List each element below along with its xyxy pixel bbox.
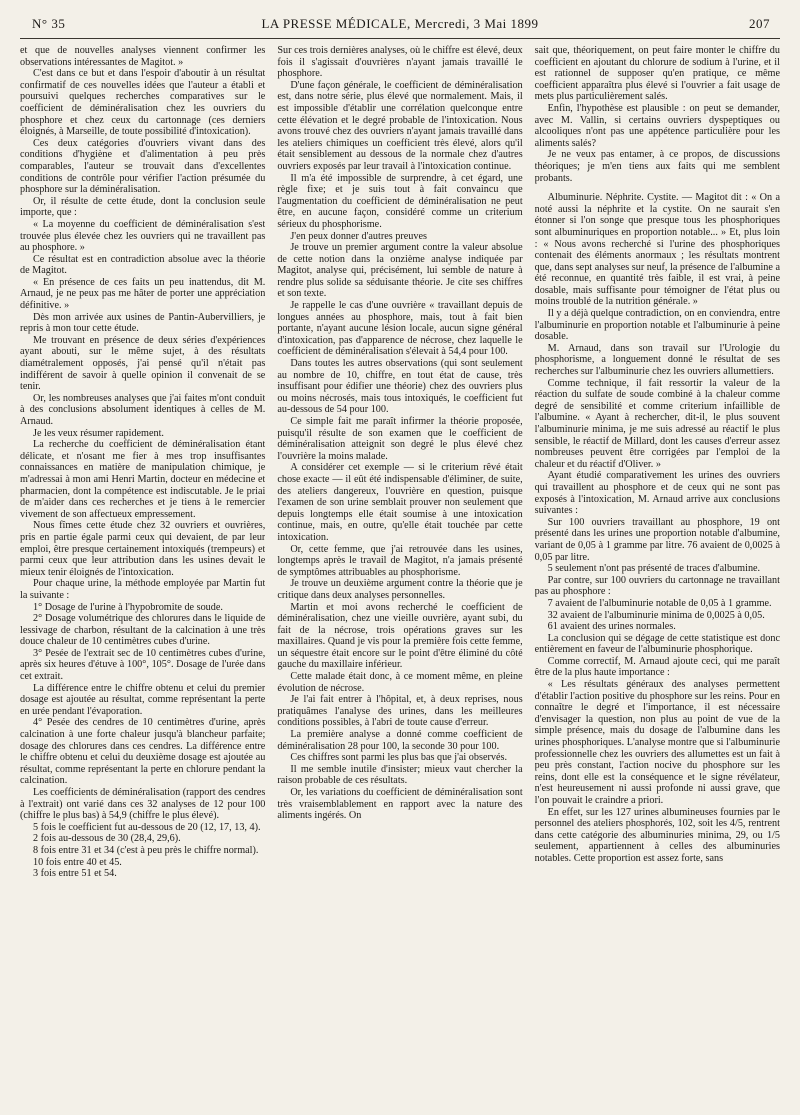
column-right <box>535 45 780 1115</box>
paragraph: Martin et moi avons recherché le coefficient de déminéralisation, chez une vieille ouvrière, ayant subi, du fait de la nécrose, trois opérations graves sur les maxillaires. Quand je vis pour la première fois cette femme, un séquestre était encore sur le point d'être éliminé du côté gauche du maxillaire inférieur. <box>277 601 523 671</box>
paragraph: Je l'ai fait entrer à l'hôpital, et, à deux reprises, nous pratiquâmes l'analyse des urines, dans les meilleures conditions possibles, à l'abri de toute cause d'erreur. <box>277 694 523 729</box>
paragraph: « La moyenne du coefficient de déminéralisation s'est trouvée plus élevée chez les ouvriers qui ne travaillent pas au phosphore. » <box>20 218 266 254</box>
page-number: 207 <box>749 16 770 31</box>
paragraph: et que de nouvelles analyses viennent confirmer les observations intéressantes de Magitot. » <box>20 45 266 68</box>
paragraph: La première analyse a donné comme coefficient de déminéralisation 28 pour 100, la seconde 30 pour 100. <box>277 729 523 752</box>
paragraph: Sur 100 ouvriers travaillant au phosphore, 19 ont présenté dans les urines une proportion notable d'albumine, variant de 0,05 à 1 gramme par litre. 76 avaient de 0,0025 à 0,05 par litre. <box>534 516 780 563</box>
journal-title: LA PRESSE MÉDICALE, Mercredi, 3 Mai 1899 <box>261 16 539 31</box>
paragraph: 2° Dosage volumétrique des chlorures dans le liquide de lessivage de charbon, résultant de la calcination à une très douce chaleur de 10 centimètres cubes d'urine. <box>20 613 266 648</box>
paragraph: Je rappelle le cas d'une ouvrière « travaillant depuis de longues années au phosphore, mais, tout à fait bien portante, n'ayant aucune lésion locale, aucun signe général d'intoxication, pas d'apparence de nécrose, chez laquelle le coefficient de déminéralisation s'élevait à 54,4 pour 100. <box>277 300 523 358</box>
paragraph: D'une façon générale, le coefficient de déminéralisation est, dans notre série, plus élevé que normalement. Mais, il est impossible d'établir une corrélation quelconque entre cette élévation et le degré probable de l'intoxication. Nous avons trouvé chez des ouvriers n'ayant jamais travaillé dans les ateliers chimiques un coefficient très élevé, alors qu'il était sensiblement au dessous de la normale chez d'autres ouvriers exposés par leur travail à l'intoxication continue. <box>277 79 523 172</box>
paragraph: En effet, sur les 127 urines albumineuses fournies par le personnel des ateliers phosphorés, 102, soit les 4/5, rentrent dans cette catégorie des albuminuries minima, 29, ou 1/5 seulement, appartiennent à celles des albuminuries notables. Cette proportion est assez forte, sans <box>534 806 780 864</box>
paragraph: 3 fois entre 51 et 54. <box>33 868 117 880</box>
paragraph: J'en peux donner d'autres preuves <box>290 230 427 242</box>
paragraph: Je ne veux pas entamer, à ce propos, de discussions théoriques; je m'en tiens aux faits qui me semblent probants. <box>534 149 780 184</box>
text-columns <box>20 45 780 1115</box>
paragraph: Ces deux catégories d'ouvriers vivant dans des conditions d'hygiène et d'alimentation à peu près comparables, l'auteur se trouvait dans d'excellentes conditions de contrôle pour vérifier l'action présumée du phosphore sur la déminéralisation. <box>20 137 266 196</box>
paragraph: 5 fois le coefficient fut au-dessous de 20 (12, 17, 13, 4). <box>33 821 261 833</box>
paragraph: Albuminurie. Néphrite. Cystite. — Magitot dit : « On a noté aussi la néphrite et la cystite. On ne saurait s'en étonner si l'on songe que presque tous les phosphoriques sont albuminuriques en proportion notable... » Et, plus loin : « Nous avons recherché si l'urine des phosphoriques contenait des éléments anormaux ; les résultats montrent que, dans sept analyses sur neuf, la présence de l'albumine a été reconnue, en quantité très faible, il est vrai, à peine dosable, mais suffisante pour témoigner de l'état plus ou moins troublé de la nutrition générale. » <box>534 192 780 308</box>
paragraph: M. Arnaud, dans son travail sur l'Urologie du phosphorisme, a longuement donné le résultat de ses recherches sur l'albuminurie chez les ouvriers allumettiers. <box>534 342 780 378</box>
paragraph: 2 fois au-dessous de 30 (28,4, 29,6). <box>33 833 181 845</box>
paragraph: 3° Pesée de l'extrait sec de 10 centimètres cubes d'urine, après six heures d'étuve à 100°, 105°. Dosage de l'urée dans cet extrait. <box>20 647 266 683</box>
running-header <box>20 14 780 39</box>
paragraph: Ces chiffres sont parmi les plus bas que j'ai observés. <box>290 752 508 764</box>
paragraph: Dans toutes les autres observations (qui sont seulement au nombre de 10, chiffre, en tout état de cause, très insuffisant pour édifier une théorie) chez des ouvriers plus ou moins nécrosés, mais tous intoxiqués, le coefficient fut au-dessous de 54 pour 100. <box>277 358 523 416</box>
paragraph: sait que, théoriquement, on peut faire monter le chiffre du coefficient en ajoutant du chlorure de sodium à l'urine, et il est rationnel de supposer qu'en pratique, ce même coefficient apparaîtra plus élevé si l'ouvrier a fait usage de mets plus particulièrement salés. <box>534 45 780 103</box>
paragraph: Pour chaque urine, la méthode employée par Martin fut la suivante : <box>20 578 266 601</box>
paragraph: Il m'a été impossible de surprendre, à cet égard, une règle fixe; et je suis tout à fait convaincu que l'augmentation du coefficient de déminéralisation ne peut être, en aucune façon, considéré comme un criterium sérieux du phosphorisme. <box>277 172 523 230</box>
paragraph: Or, il résulte de cette étude, dont la conclusion seule importe, que : <box>20 195 266 219</box>
paragraph: Ce simple fait me paraît infirmer la théorie proposée, puisqu'il résulte de son examen que le coefficient de déminéralisation atteignit son degré le plus élevé chez l'ouvrière la moins malade. <box>277 416 523 462</box>
column-left <box>20 45 265 1115</box>
paragraph: 1° Dosage de l'urine à l'hypobromite de soude. <box>33 601 223 613</box>
paragraph: Or, les nombreuses analyses que j'ai faites m'ont conduit à des conclusions absolument identiques à celles de M. Arnaud. <box>20 392 266 427</box>
paragraph: A considérer cet exemple — si le criterium rêvé était chose exacte — il eût été indispensable d'éliminer, de suite, des ateliers dangereux, l'ouvrière en question, puisque l'examen de son urine semblait prouver non seulement que depuis longtemps elle était soumise à une intoxication continue, mais, en outre, qu'elle était touchée par cette intoxication. <box>277 462 523 543</box>
paragraph: Nous fîmes cette étude chez 32 ouvriers et ouvrières, pris en partie égale parmi ceux qui devaient, de par leur emploi, être presque certainement intoxiqués (trempeurs) et parmi ceux que leur attribution dans les usines devait le mieux tenir éloignés de l'intoxication. <box>20 520 266 578</box>
paragraph: 10 fois entre 40 et 45. <box>33 856 122 868</box>
paragraph: « En présence de ces faits un peu inattendus, dit M. Arnaud, je ne peux pas me hâter de porter une appréciation définitive. » <box>20 276 266 312</box>
paragraph: La recherche du coefficient de déminéralisation étant délicate, et n'osant me fier à mes trop insuffisantes connaissances en matière de manipulation chimique, je m'adressai à mon ami Henri Martin, docteur en médecine et pharmacien, dont la compétence est indiscutable. Je le priai de m'aider dans ces recherches et je tiens à le remercier vivement de son affectueux empressement. <box>20 439 266 520</box>
paragraph: Or, cette femme, que j'ai retrouvée dans les usines, longtemps après le travail de Magitot, n'a jamais présenté de symptômes attribuables au phosphorisme. <box>277 543 523 578</box>
paragraph: Il y a déjà quelque contradiction, on en conviendra, entre l'albuminurie en proportion notable et l'albuminurie à peine dosable. <box>534 308 780 343</box>
issue-number: N° 35 <box>32 16 66 31</box>
paragraph: Comme technique, il fait ressortir la valeur de la réaction du sulfate de soude combiné à la chaleur comme degré de sensibilité et comme criterium infaillible de l'albumine. « Ayant à rechercher, dit-il, le plus souvent l'albuminurie minima, je me suis adressé au réactif le plus sensible, le réactif de Millard, dont les causes d'erreur assez nombreuses peuvent être corrigées par l'emploi de la chaleur et du réactif d'Oliver. » <box>534 377 780 470</box>
paragraph: 5 seulement n'ont pas présenté de traces d'albumine. <box>547 563 761 575</box>
paragraph: Dès mon arrivée aux usines de Pantin-Aubervilliers, je repris à mon tour cette étude. <box>20 311 266 335</box>
paragraph: Je les veux résumer rapidement. <box>33 427 164 439</box>
paragraph: 7 avaient de l'albuminurie notable de 0,05 à 1 gramme. <box>547 597 772 609</box>
paragraph: 61 avaient des urines normales. <box>547 621 676 633</box>
paragraph: Enfin, l'hypothèse est plausible : on peut se demander, avec M. Vallin, si certains ouvriers dyspeptiques ou alcooliques n'ont pas une appétence particulière pour les aliments salés? <box>534 102 780 149</box>
paragraph: C'est dans ce but et dans l'espoir d'aboutir à un résultat confirmatif de ces nouvelles idées que l'auteur a établi et poursuivi quelques recherches comparatives sur le coefficient de déminéralisation chez les ouvriers du phosphore et chez ceux du cartonnage (ces derniers éloignés, à Marseille, de toute possibilité d'intoxication). <box>20 68 266 138</box>
paragraph: Ce résultat est en contradiction absolue avec la théorie de Magitot. <box>20 253 266 277</box>
paragraph: Me trouvant en présence de deux séries d'expériences ayant abouti, sur le même sujet, à des résultats diamétralement opposés, j'ai pensé qu'il n'était pas indifférent de savoir à quelle opinion il convenait de se tenir. <box>20 334 266 393</box>
column-middle <box>277 45 522 1115</box>
paragraph: Par contre, sur 100 ouvriers du cartonnage ne travaillant pas au phosphore : <box>534 574 780 598</box>
paragraph: La conclusion qui se dégage de cette statistique est donc entièrement en faveur de l'albuminurie phosphorique. <box>534 632 780 656</box>
paragraph: La différence entre le chiffre obtenu et celui du premier dosage est ajoutée au résultat, comme représentant la perte en urée pendant l'évaporation. <box>20 682 266 717</box>
paragraph: Or, les variations du coefficient de déminéralisation sont très vraisemblablement en rapport avec la nature des aliments ingérés. On <box>277 787 523 822</box>
paragraph: 4° Pesée des cendres de 10 centimètres d'urine, après calcination à une forte chaleur jusqu'à blancheur parfaite; dosage des chlorures dans ces cendres. La différence entre le chiffre obtenu et celui du deuxième dosage est ajoutée au résultat, comme représentant la perte en chlorure pendant la calcination. <box>20 717 266 787</box>
paragraph: Sur ces trois dernières analyses, où le chiffre est élevé, deux fois il s'agissait d'ouvrières n'ayant jamais travaillé le phosphore. <box>277 45 523 80</box>
paragraph: Ayant étudié comparativement les urines des ouvriers qui travaillent au phosphore et de ceux qui ne sont pas exposés à l'intoxication, M. Arnaud arrive aux conclusions suivantes : <box>534 470 780 517</box>
paragraph: Je trouve un premier argument contre la valeur absolue de cette notion dans la onzième analyse indiquée par Magitot, analyse qui, précisément, lui semble de nature à rendre plus solide sa séduisante théorie. Je cite ses chiffres et son texte. <box>277 242 523 300</box>
paragraph: 32 avaient de l'albuminurie minima de 0,0025 à 0,05. <box>547 609 765 621</box>
paragraph: Il me semble inutile d'insister; mieux vaut chercher la raison probable de ces résultats. <box>277 763 523 787</box>
paragraph: Je trouve un deuxième argument contre la théorie que je critique dans deux analyses personnelles. <box>277 578 523 601</box>
paragraph: Les coefficients de déminéralisation (rapport des cendres à l'extrait) ont varié dans ces 32 analyses de 12 pour 100 (chiffre le plus bas) à 54,9 (chiffre le plus élevé). <box>20 787 266 822</box>
paragraph: Cette malade était donc, à ce moment même, en pleine évolution de nécrose. <box>277 671 523 694</box>
paragraph: 8 fois entre 31 et 34 (c'est à peu près le chiffre normal). <box>33 844 259 856</box>
paragraph: Comme correctif, M. Arnaud ajoute ceci, qui me paraît être de la plus haute importance : <box>534 655 780 679</box>
paragraph: « Les résultats généraux des analyses permettent d'établir l'action positive du phosphore sur les reins. Pour en connaître le degré et l'importance, il est nécessaire d'envisager la question, non plus au point de vue de la simple présence, mais du dosage de l'albumine dans les urines phosphoriques. L'analyse montre que si l'albuminurie professionnelle chez les ouvriers des allumettes est un fait à peu près constant, l'action nocive du phosphore sur les reins, dont elle est la conséquence et le signe révélateur, n'est heureusement ni aussi profonde ni aussi grave, que l'on pouvait le craindre a priori. <box>534 679 780 806</box>
